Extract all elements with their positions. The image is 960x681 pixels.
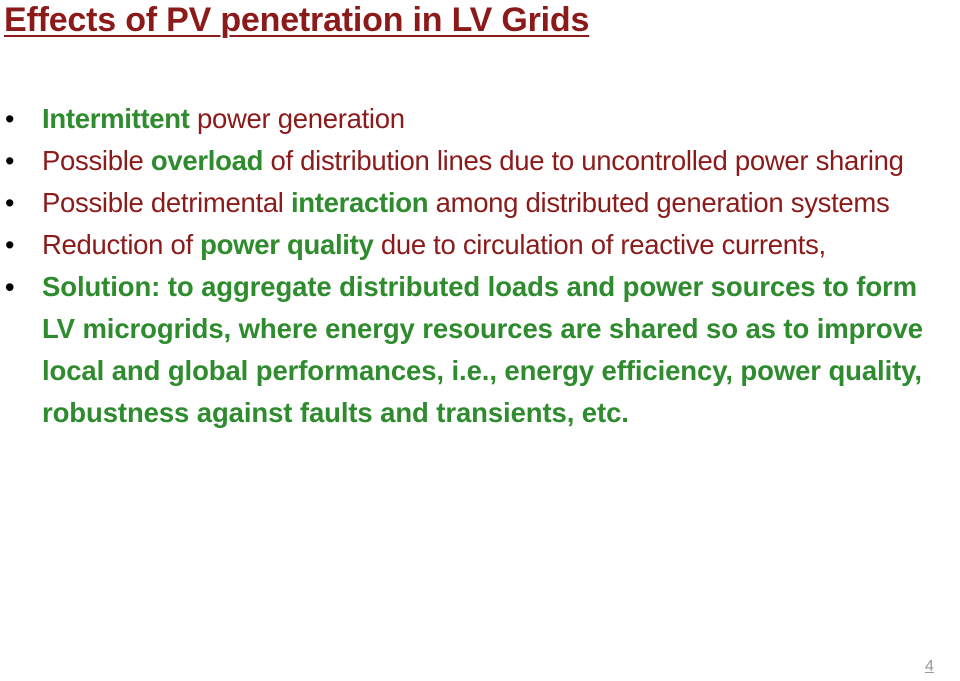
bullet-text: of distribution lines due to uncontrolled power sharing bbox=[263, 145, 904, 176]
bullet-highlight: power quality bbox=[200, 229, 374, 260]
page-number: 4 bbox=[925, 658, 934, 675]
slide-title: Effects of PV penetration in LV Grids bbox=[4, 1, 590, 39]
bullet-text: Reduction of bbox=[42, 229, 201, 260]
bullet-dot-icon: • bbox=[5, 230, 15, 260]
bullet-dot-icon: • bbox=[5, 104, 15, 134]
solution-text: to aggregate distributed loads and power sources to form LV microgrids, where energy resources are shared so as to improve local and global performances, i.e., energy efficiency, power quality, robustness against faults and transients, etc. bbox=[42, 271, 923, 428]
bullet-dot-icon: • bbox=[5, 188, 15, 218]
bullet-dot-icon: • bbox=[5, 146, 15, 176]
bullet-list bbox=[0, 98, 960, 434]
bullet-item-overload bbox=[0, 140, 960, 182]
solution-label: Solution: bbox=[42, 271, 161, 302]
bullet-text: due to circulation of reactive currents, bbox=[373, 229, 826, 260]
bullet-text: among distributed generation systems bbox=[428, 187, 890, 218]
bullet-highlight: Intermittent bbox=[42, 103, 190, 134]
bullet-text: Possible detrimental bbox=[42, 187, 291, 218]
bullet-highlight: overload bbox=[150, 145, 264, 176]
bullet-highlight: interaction bbox=[290, 187, 429, 218]
bullet-text: Possible bbox=[42, 145, 151, 176]
bullet-item-power-quality bbox=[0, 224, 960, 266]
bullet-item-intermittent bbox=[0, 98, 960, 140]
bullet-text: power generation bbox=[189, 103, 405, 134]
bullet-item-solution bbox=[0, 266, 960, 434]
bullet-item-interaction bbox=[0, 182, 960, 224]
bullet-dot-icon: • bbox=[5, 272, 15, 302]
